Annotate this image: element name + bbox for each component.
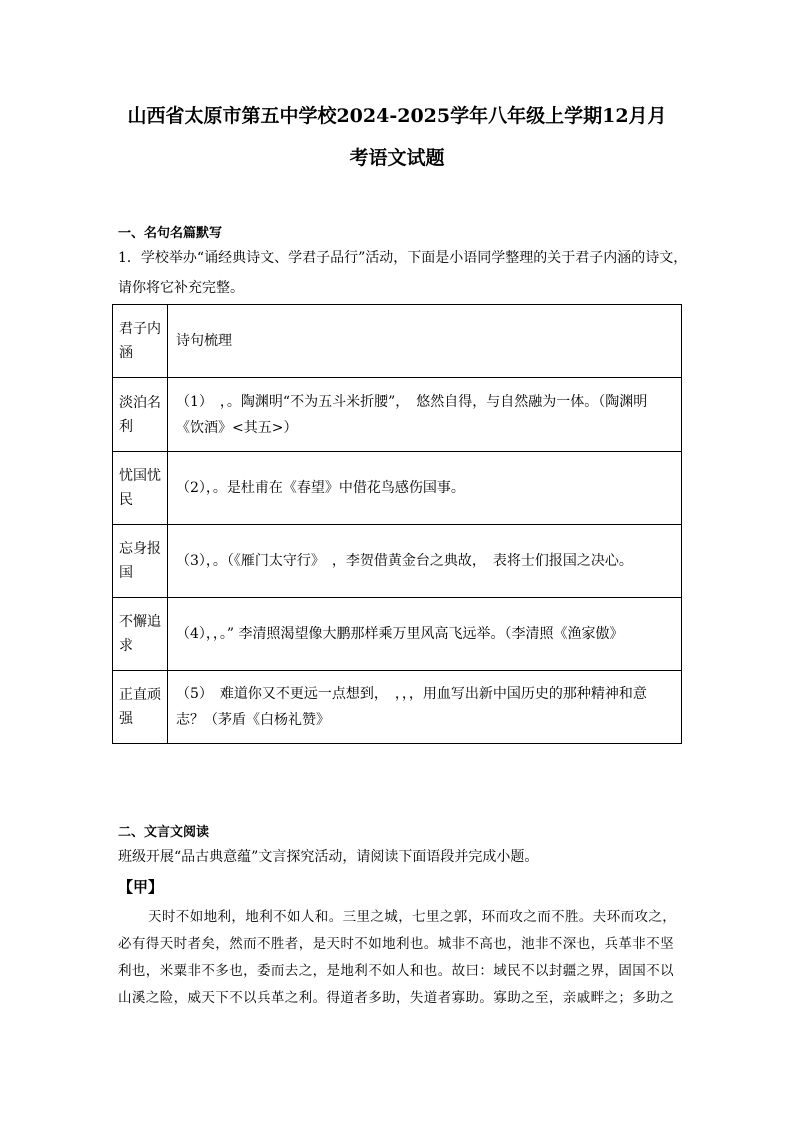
table-row bbox=[113, 598, 682, 671]
table-cell-poem: （3），。（《雁门太守行》 ，李贺借黄金台之典故， 表将士们报国之决心。 bbox=[168, 525, 682, 598]
table-cell-poem: （1） ，。陶渊明“不为五斗米折腰”， 悠然自得，与自然融为一体。（陶渊明《饮酒》<其五>） bbox=[168, 378, 682, 452]
classical-passage bbox=[118, 904, 684, 1012]
table-header-cell: 君子内涵 bbox=[113, 305, 168, 378]
table-cell-category: 淡泊名利 bbox=[113, 378, 168, 452]
table-row bbox=[113, 378, 682, 452]
section1-heading: 一、名句名篇默写 bbox=[118, 226, 223, 241]
table-header-cell: 诗句梳理 bbox=[168, 305, 682, 378]
table-cell-category: 不懈追求 bbox=[113, 598, 168, 671]
question1-text-line2: 请你将它补充完整。 bbox=[118, 280, 244, 296]
table-cell-category: 正直顽强 bbox=[113, 671, 168, 744]
table-row bbox=[113, 452, 682, 525]
table-cell-category: 忧国忧民 bbox=[113, 452, 168, 525]
table-row bbox=[113, 671, 682, 744]
document-title-line1: 山西省太原市第五中学校2024-2025学年八年级上学期12月月 bbox=[127, 105, 667, 127]
table-cell-poem: （2），。是杜甫在《春望》中借花鸟感伤国事。 bbox=[168, 452, 682, 525]
document-title-line2: 考语文试题 bbox=[349, 147, 445, 169]
section2-intro: 班级开展“品古典意蕴”文言探究活动，请阅读下面语段并完成小题。 bbox=[118, 849, 539, 865]
table-row bbox=[113, 525, 682, 598]
table-cell-poem: （4），，。” 李清照渴望像大鹏那样乘万里风高飞远举。（李清照《渔家傲》 bbox=[168, 598, 682, 671]
section2-heading: 二、文言文阅读 bbox=[118, 825, 210, 840]
passage-label: 【甲】 bbox=[118, 878, 164, 896]
table-cell-poem: （5） 难道你又不更远一点想到， ，，，用血写出新中国历史的那种精神和意志？（茅盾《白杨礼赞》 bbox=[168, 671, 682, 744]
question1-text-line1: 1．学校举办“诵经典诗文、学君子品行”活动，下面是小语同学整理的关于君子内涵的诗文， bbox=[118, 250, 688, 266]
poem-table bbox=[112, 304, 682, 744]
passage-text: 天时不如地利，地利不如人和。三里之城，七里之郭，环而攻之而不胜。夫环而攻之，必有得天时者矣，然而不胜者，是天时不如地利也。城非不高也，池非不深也，兵革非不坚利也，米粟非不多也，委而去之，是地利不如人和也。故曰：域民不以封疆之界，固国不以山溪之险，威天下不以兵革之利。得道者多助，失道者寡助。寡助之至，亲戚畔之；多助之 bbox=[118, 909, 677, 1006]
table-header-row bbox=[113, 305, 682, 378]
table-cell-category: 忘身报国 bbox=[113, 525, 168, 598]
